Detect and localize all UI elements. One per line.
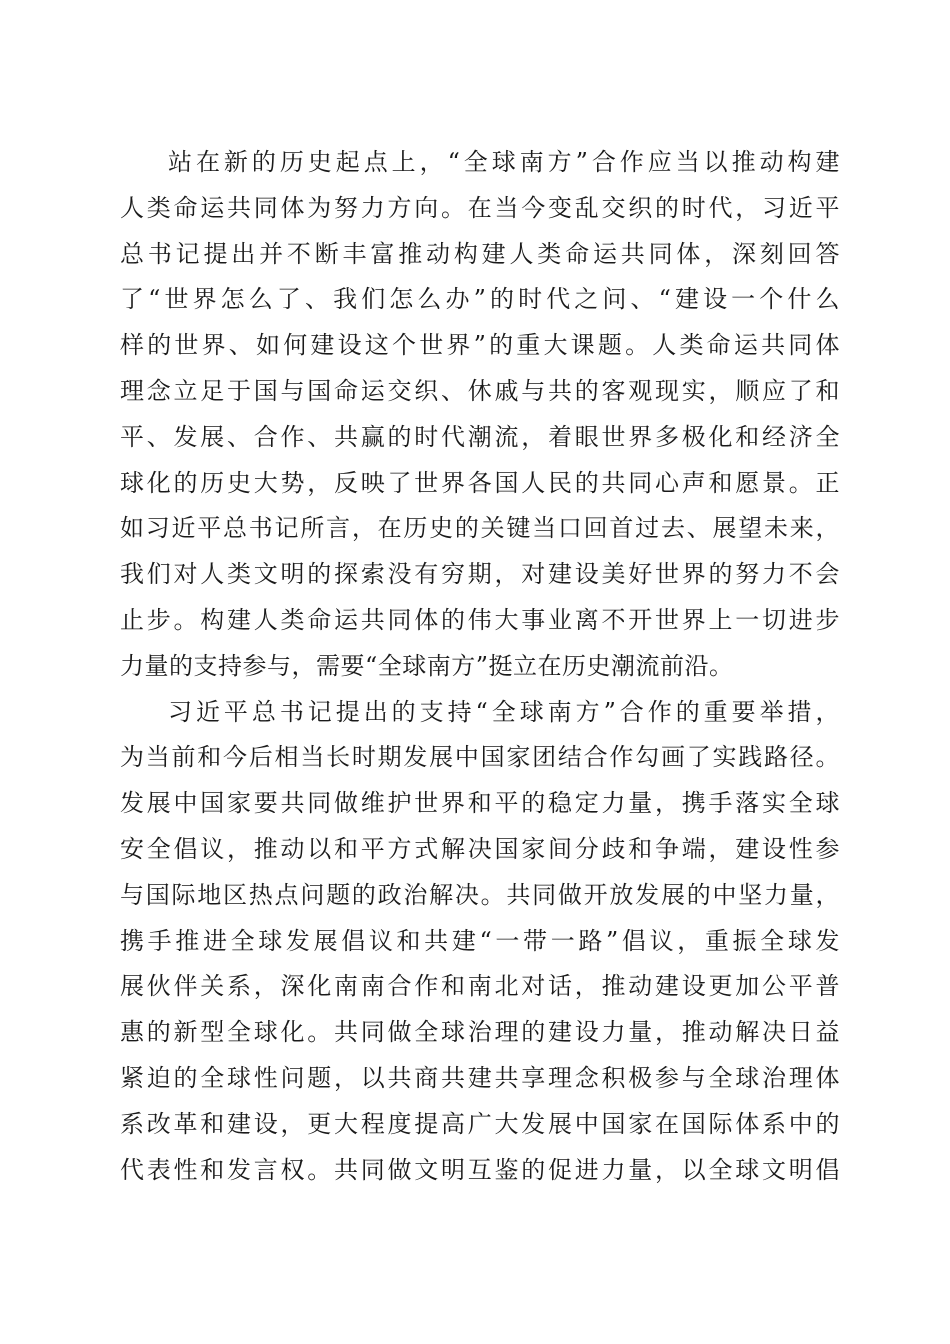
paragraph-1-line: 了“世界怎么了、我们怎么办”的时代之问、“建设一个什么 — [120, 285, 840, 314]
paragraph-1-line: 如习近平总书记所言，在历史的关键当口回首过去、展望未来， — [120, 514, 840, 543]
paragraph-1-line: 止步。构建人类命运共同体的伟大事业离不开世界上一切进步 — [120, 605, 840, 634]
paragraph-2-line: 安全倡议，推动以和平方式解决国家间分歧和争端，建设性参 — [120, 834, 840, 863]
paragraph-1-line: 我们对人类文明的探索没有穷期，对建设美好世界的努力不会 — [120, 560, 840, 589]
paragraph-2-line: 紧迫的全球性问题，以共商共建共享理念积极参与全球治理体 — [120, 1063, 840, 1092]
paragraph-2-line: 代表性和发言权。共同做文明互鉴的促进力量，以全球文明倡 — [120, 1155, 840, 1184]
paragraph-2-line: 发展中国家要共同做维护世界和平的稳定力量，携手落实全球 — [120, 789, 840, 818]
paragraph-1-line: 人类命运共同体为努力方向。在当今变乱交织的时代，习近平 — [120, 193, 840, 222]
paragraph-1-line: 力量的支持参与，需要“全球南方”挺立在历史潮流前沿。 — [120, 651, 734, 680]
paragraph-1-line: 站在新的历史起点上，“全球南方”合作应当以推动构建 — [168, 148, 840, 176]
paragraph-1-line: 理念立足于国与国命运交织、休戚与共的客观现实，顺应了和 — [120, 376, 840, 405]
paragraph-2-line: 携手推进全球发展倡议和共建“一带一路”倡议，重振全球发 — [120, 926, 840, 955]
paragraph-2-line: 为当前和今后相当长时期发展中国家团结合作勾画了实践路径。 — [120, 743, 840, 772]
paragraph-2-line: 展伙伴关系，深化南南合作和南北对话，推动建设更加公平普 — [120, 972, 840, 1001]
paragraph-2-line: 习近平总书记提出的支持“全球南方”合作的重要举措， — [168, 697, 840, 726]
paragraph-1-line: 总书记提出并不断丰富推动构建人类命运共同体，深刻回答 — [120, 239, 840, 268]
paragraph-1-line: 球化的历史大势，反映了世界各国人民的共同心声和愿景。正 — [120, 468, 840, 497]
body-text — [120, 140, 840, 1193]
paragraph-2-line: 与国际地区热点问题的政治解决。共同做开放发展的中坚力量， — [120, 880, 840, 909]
paragraph-2-line: 惠的新型全球化。共同做全球治理的建设力量，推动解决日益 — [120, 1018, 840, 1047]
paragraph-2-line: 系改革和建设，更大程度提高广大发展中国家在国际体系中的 — [120, 1109, 840, 1138]
paragraph-1-line: 平、发展、合作、共赢的时代潮流，着眼世界多极化和经济全 — [120, 422, 840, 451]
paragraph-1-line: 样的世界、如何建设这个世界”的重大课题。人类命运共同体 — [120, 331, 840, 360]
